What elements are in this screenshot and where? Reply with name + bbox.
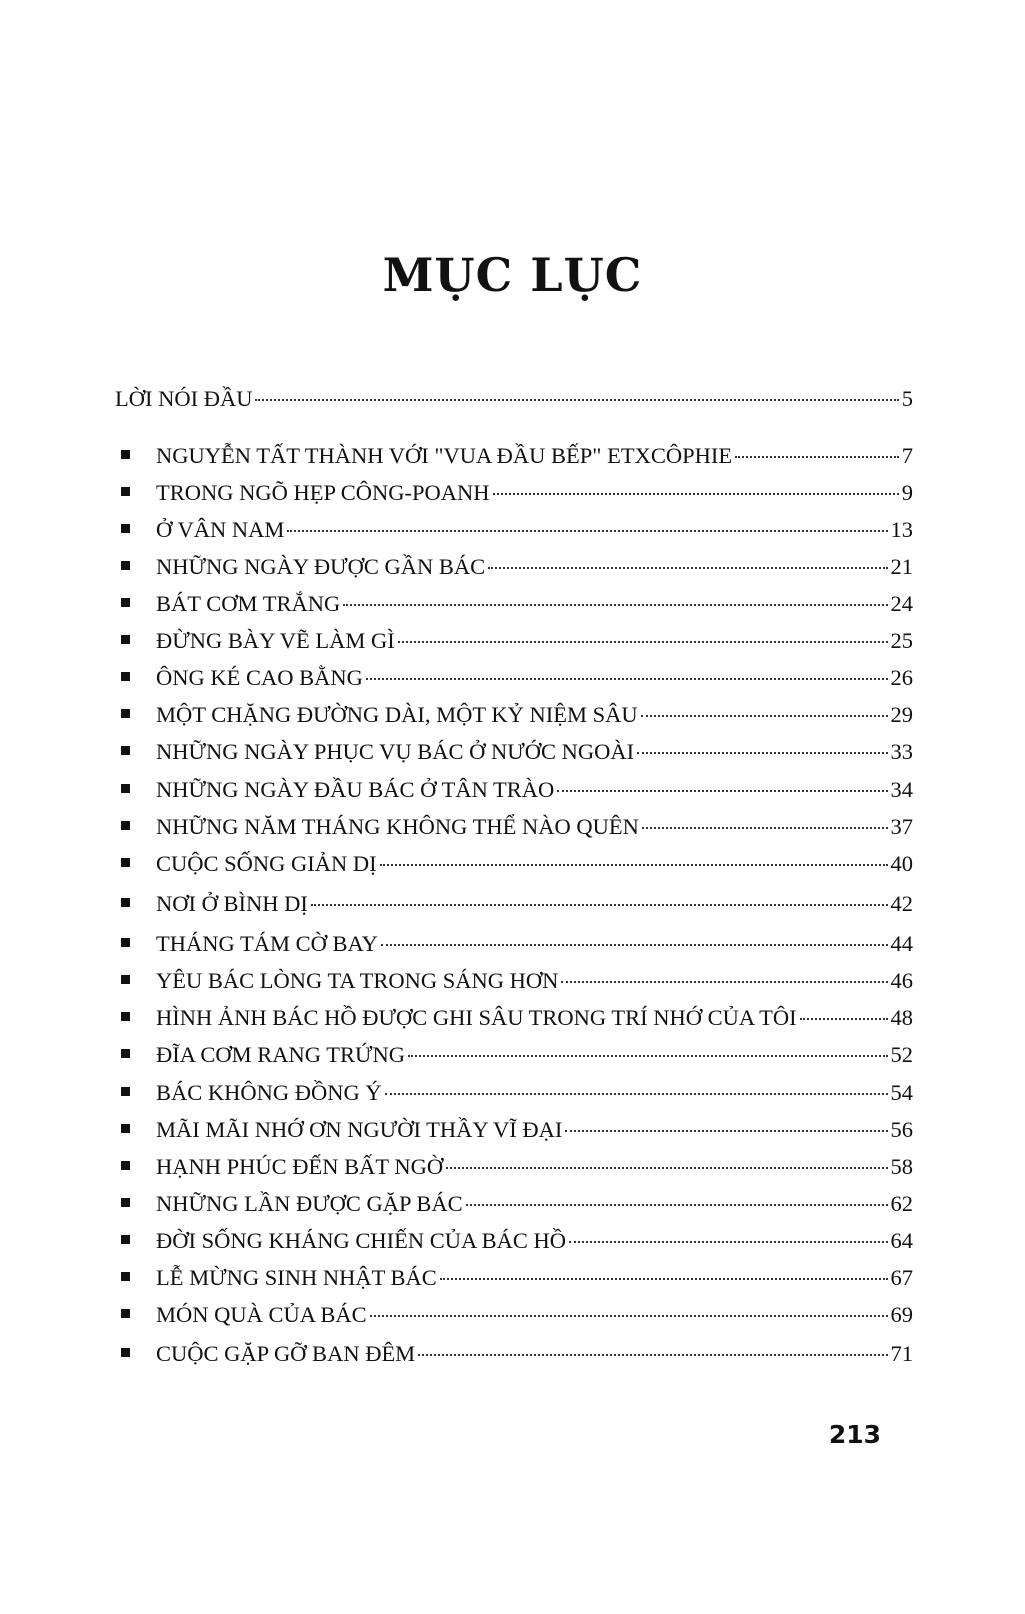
- toc-page: 37: [890, 814, 913, 839]
- toc-label: ĐỪNG BÀY VẼ LÀM GÌ: [156, 628, 395, 653]
- page-title: MỤC LỤC: [382, 248, 643, 302]
- toc-page: 24: [890, 591, 913, 616]
- toc-page: 64: [890, 1228, 913, 1253]
- dot-leader: [408, 1055, 888, 1057]
- square-bullet-icon: [121, 975, 130, 984]
- square-bullet-icon: [121, 1272, 130, 1281]
- toc-page: 34: [890, 777, 913, 802]
- toc-label: CUỘC SỐNG GIẢN DỊ: [156, 851, 377, 876]
- dot-leader: [398, 641, 888, 643]
- square-bullet-icon: [121, 561, 130, 570]
- toc-entry[interactable]: [115, 700, 913, 730]
- toc-page: 46: [890, 968, 913, 993]
- dot-leader: [493, 493, 899, 495]
- toc-entry[interactable]: [115, 663, 913, 693]
- square-bullet-icon: [121, 1161, 130, 1170]
- toc-label: LỜI NÓI ĐẦU: [115, 386, 253, 411]
- dot-leader: [569, 1241, 887, 1243]
- toc-label: LỄ MỪNG SINH NHẬT BÁC: [156, 1265, 437, 1290]
- toc-label: ÔNG KÉ CAO BẰNG: [156, 665, 363, 690]
- square-bullet-icon: [121, 1198, 130, 1207]
- toc-preface[interactable]: [115, 384, 913, 414]
- square-bullet-icon: [121, 487, 130, 496]
- toc-entry[interactable]: [115, 849, 913, 879]
- toc-label: NGUYỄN TẤT THÀNH VỚI "VUA ĐẦU BẾP" ETXCÔPHIE: [156, 443, 733, 468]
- toc-page: 62: [890, 1191, 913, 1216]
- toc-page: 69: [890, 1302, 913, 1327]
- square-bullet-icon: [121, 1348, 130, 1357]
- square-bullet-icon: [121, 746, 130, 755]
- toc-label: MÃI MÃI NHỚ ƠN NGƯỜI THẦY VĨ ĐẠI: [156, 1117, 563, 1142]
- dot-leader: [366, 678, 888, 680]
- toc-label: ĐỜI SỐNG KHÁNG CHIẾN CỦA BÁC HỒ: [156, 1228, 567, 1253]
- toc-page: 9: [901, 480, 913, 505]
- dot-leader: [380, 864, 888, 866]
- toc-entry[interactable]: [115, 1339, 913, 1369]
- dot-leader: [565, 1130, 887, 1132]
- toc-label: NHỮNG NGÀY ĐƯỢC GẦN BÁC: [156, 554, 486, 579]
- square-bullet-icon: [121, 598, 130, 607]
- toc-entry[interactable]: [115, 1040, 913, 1070]
- page-number: 213: [828, 1420, 881, 1449]
- toc-entry[interactable]: [115, 552, 913, 582]
- toc-page: 56: [890, 1117, 913, 1142]
- dot-leader: [557, 790, 887, 792]
- toc-entry[interactable]: [115, 1226, 913, 1256]
- dot-leader: [642, 827, 888, 829]
- toc-label: HÌNH ẢNH BÁC HỒ ĐƯỢC GHI SÂU TRONG TRÍ NHỚ CỦA TÔI: [156, 1005, 797, 1030]
- toc-entry[interactable]: [115, 1003, 913, 1033]
- toc-label: HẠNH PHÚC ĐẾN BẤT NGỜ: [156, 1154, 444, 1179]
- toc-label: Ở VÂN NAM: [156, 517, 285, 542]
- square-bullet-icon: [121, 1012, 130, 1021]
- toc-entry[interactable]: [115, 441, 913, 471]
- dot-leader: [466, 1204, 888, 1206]
- toc-label: BÁT CƠM TRẮNG: [156, 591, 341, 616]
- square-bullet-icon: [121, 1124, 130, 1133]
- dot-leader: [446, 1167, 887, 1169]
- square-bullet-icon: [121, 524, 130, 533]
- toc-label: CUỘC GẶP GỠ BAN ĐÊM: [156, 1341, 416, 1366]
- square-bullet-icon: [121, 1309, 130, 1318]
- toc-entry[interactable]: [115, 1263, 913, 1293]
- toc-entry[interactable]: [115, 1300, 913, 1330]
- toc-label: TRONG NGÕ HẸP CÔNG-POANH: [156, 480, 490, 505]
- dot-leader: [381, 944, 888, 946]
- toc-entry[interactable]: [115, 1078, 913, 1108]
- dot-leader: [370, 1315, 888, 1317]
- toc-label: NHỮNG NĂM THÁNG KHÔNG THỂ NÀO QUÊN: [156, 814, 639, 839]
- toc-label: THÁNG TÁM CỜ BAY: [156, 931, 378, 956]
- dot-leader: [311, 904, 888, 906]
- toc-entry[interactable]: [115, 1152, 913, 1182]
- square-bullet-icon: [121, 898, 130, 907]
- toc-label: MÓN QUÀ CỦA BÁC: [156, 1302, 367, 1327]
- toc-page: 71: [890, 1341, 913, 1366]
- toc-page: 44: [890, 931, 913, 956]
- dot-leader: [641, 715, 888, 717]
- toc-entry[interactable]: [115, 1189, 913, 1219]
- toc-label: NHỮNG NGÀY PHỤC VỤ BÁC Ở NƯỚC NGOÀI: [156, 739, 635, 764]
- toc-page: 25: [890, 628, 913, 653]
- square-bullet-icon: [121, 1087, 130, 1096]
- dot-leader: [418, 1354, 887, 1356]
- toc-entry[interactable]: [115, 737, 913, 767]
- toc-page: 7: [901, 443, 913, 468]
- toc-page: 33: [890, 739, 913, 764]
- toc-page: 13: [890, 517, 913, 542]
- dot-leader: [561, 981, 887, 983]
- toc-entry[interactable]: [115, 478, 913, 508]
- toc-page: 58: [890, 1154, 913, 1179]
- dot-leader: [800, 1018, 888, 1020]
- square-bullet-icon: [121, 858, 130, 867]
- dot-leader: [735, 456, 899, 458]
- toc-entry[interactable]: [115, 1115, 913, 1145]
- toc-entry[interactable]: [115, 966, 913, 996]
- toc-page: 21: [890, 554, 913, 579]
- square-bullet-icon: [121, 784, 130, 793]
- dot-leader: [488, 567, 887, 569]
- toc-label: NƠI Ở BÌNH DỊ: [156, 891, 308, 916]
- dot-leader: [287, 530, 887, 532]
- square-bullet-icon: [121, 450, 130, 459]
- toc-page: 67: [890, 1265, 913, 1290]
- toc-page: 26: [890, 665, 913, 690]
- toc-page: 52: [890, 1042, 913, 1067]
- toc-page: 40: [890, 851, 913, 876]
- square-bullet-icon: [121, 1049, 130, 1058]
- toc-page: 48: [890, 1005, 913, 1030]
- square-bullet-icon: [121, 1235, 130, 1244]
- toc-entry[interactable]: [115, 589, 913, 619]
- square-bullet-icon: [121, 938, 130, 947]
- square-bullet-icon: [121, 672, 130, 681]
- toc-label: YÊU BÁC LÒNG TA TRONG SÁNG HƠN: [156, 968, 559, 993]
- toc-entry[interactable]: [115, 929, 913, 959]
- toc-page: 42: [890, 891, 913, 916]
- toc-label: NHỮNG LẦN ĐƯỢC GẶP BÁC: [156, 1191, 463, 1216]
- toc-label: MỘT CHẶNG ĐƯỜNG DÀI, MỘT KỶ NIỆM SÂU: [156, 702, 638, 727]
- dot-leader: [637, 752, 887, 754]
- toc-label: ĐĨA CƠM RANG TRỨNG: [156, 1042, 405, 1067]
- toc-entry[interactable]: [115, 515, 913, 545]
- toc-label: BÁC KHÔNG ĐỒNG Ý: [156, 1080, 382, 1105]
- square-bullet-icon: [121, 709, 130, 718]
- square-bullet-icon: [121, 635, 130, 644]
- dot-leader: [385, 1093, 888, 1095]
- dot-leader: [440, 1278, 888, 1280]
- toc-page: 5: [901, 386, 913, 411]
- toc-page: 29: [890, 702, 913, 727]
- toc-entry[interactable]: [115, 812, 913, 842]
- toc-page: 54: [890, 1080, 913, 1105]
- toc-entry[interactable]: [115, 775, 913, 805]
- toc-entry[interactable]: [115, 626, 913, 656]
- toc-entry[interactable]: [115, 889, 913, 919]
- dot-leader: [343, 604, 887, 606]
- toc-label: NHỮNG NGÀY ĐẦU BÁC Ở TÂN TRÀO: [156, 777, 555, 802]
- square-bullet-icon: [121, 821, 130, 830]
- dot-leader: [255, 399, 898, 401]
